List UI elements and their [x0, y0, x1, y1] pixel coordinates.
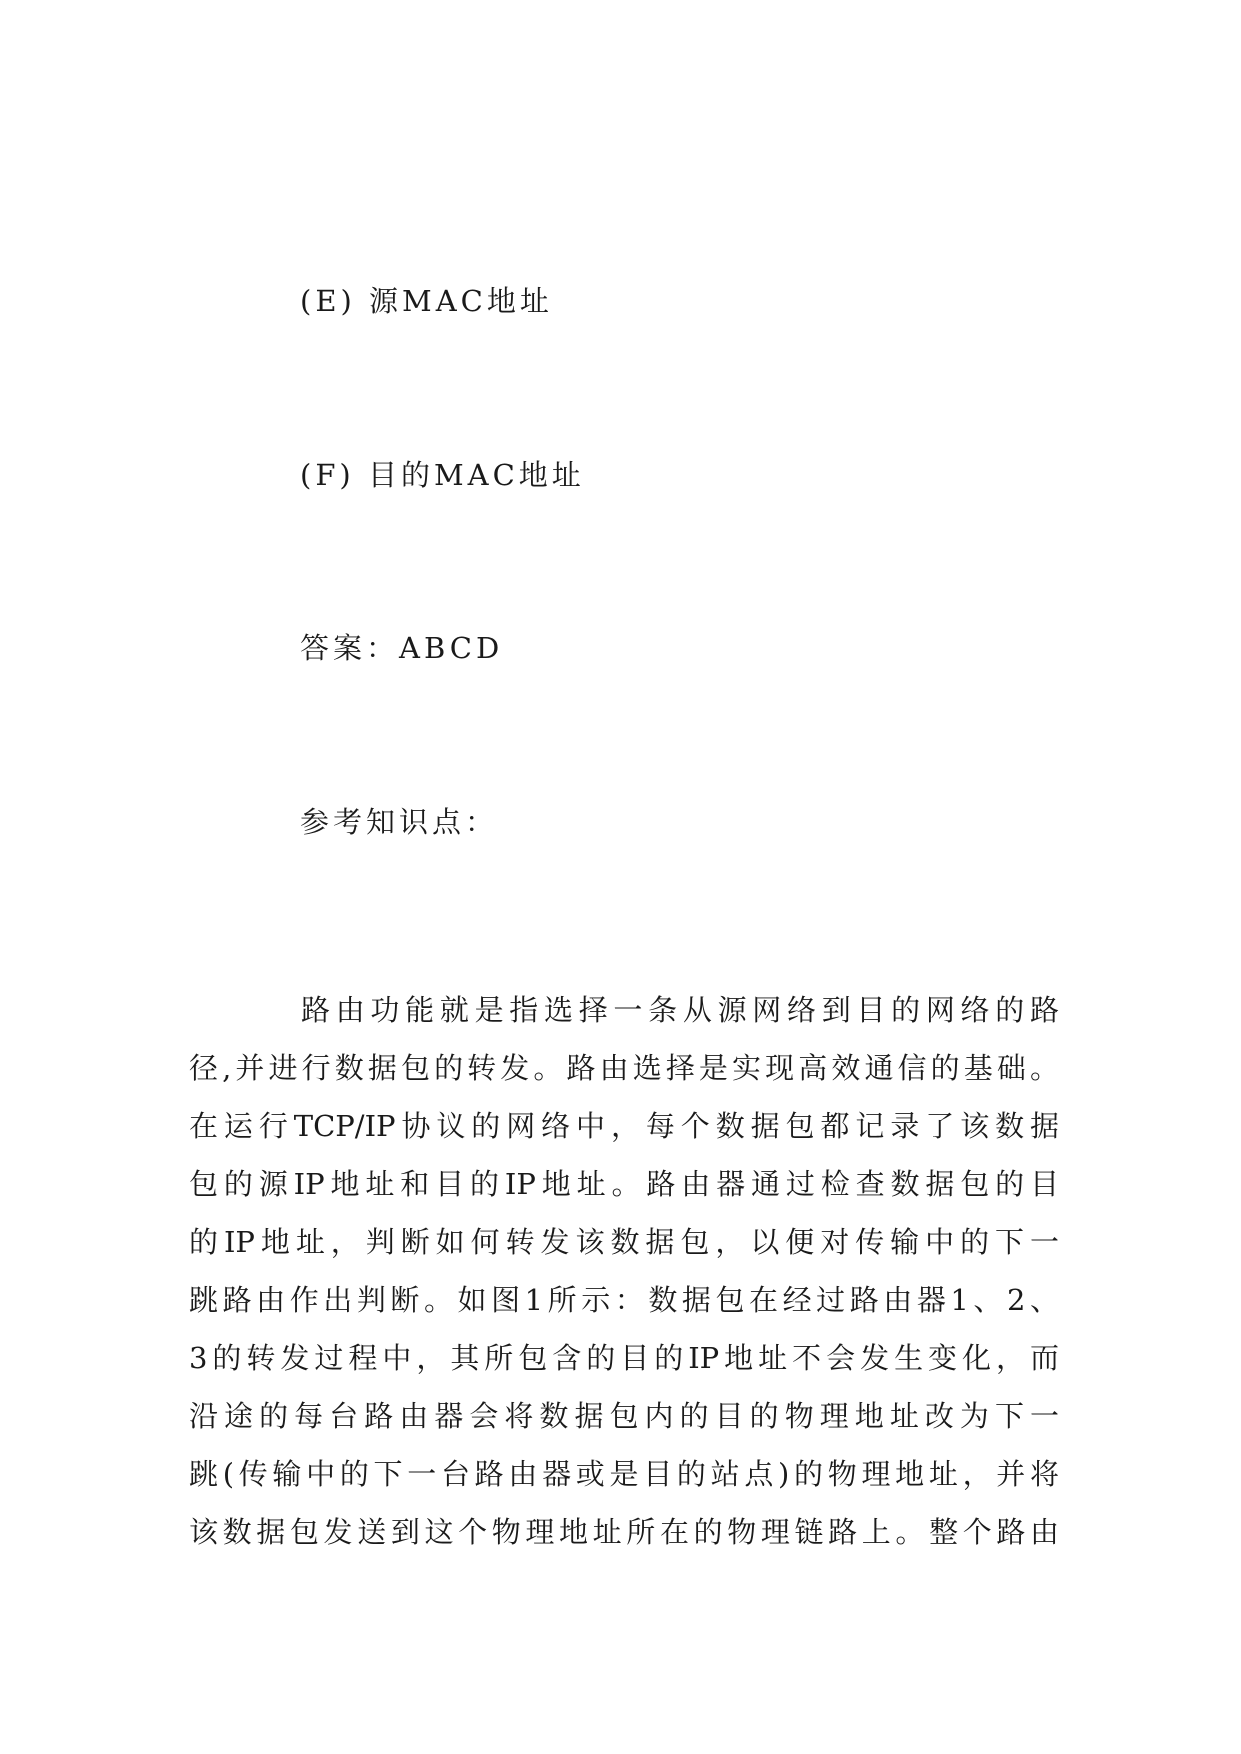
paragraph-line: 3的转发过程中，其所包含的目的IP地址不会发生变化，而 — [189, 1341, 1059, 1375]
option-e: (E) 源MAC地址 — [300, 284, 553, 318]
reference-heading: 参考知识点： — [300, 805, 499, 839]
paragraph-line: 的IP地址，判断如何转发该数据包，以便对传输中的下一 — [189, 1225, 1059, 1259]
paragraph-line: 跳路由作出判断。如图1所示：数据包在经过路由器1、2、 — [189, 1283, 1059, 1317]
paragraph-line: 在运行TCP/IP协议的网络中，每个数据包都记录了该数据 — [189, 1109, 1059, 1143]
option-f: (F) 目的MAC地址 — [300, 458, 585, 492]
paragraph-line: 跳(传输中的下一台路由器或是目的站点)的物理地址，并将 — [189, 1457, 1059, 1491]
paragraph-line: 包的源IP地址和目的IP地址。路由器通过检查数据包的目 — [189, 1167, 1059, 1201]
answer-line: 答案：ABCD — [300, 631, 504, 665]
paragraph-line: 径,并进行数据包的转发。路由选择是实现高效通信的基础。 — [189, 1051, 1059, 1085]
paragraph-line: 该数据包发送到这个物理地址所在的物理链路上。整个路由 — [189, 1515, 1059, 1549]
paragraph-line: 沿途的每台路由器会将数据包内的目的物理地址改为下一 — [189, 1399, 1059, 1433]
paragraph-line: 路由功能就是指选择一条从源网络到目的网络的路 — [301, 993, 1059, 1027]
body-paragraph — [189, 981, 1059, 1561]
